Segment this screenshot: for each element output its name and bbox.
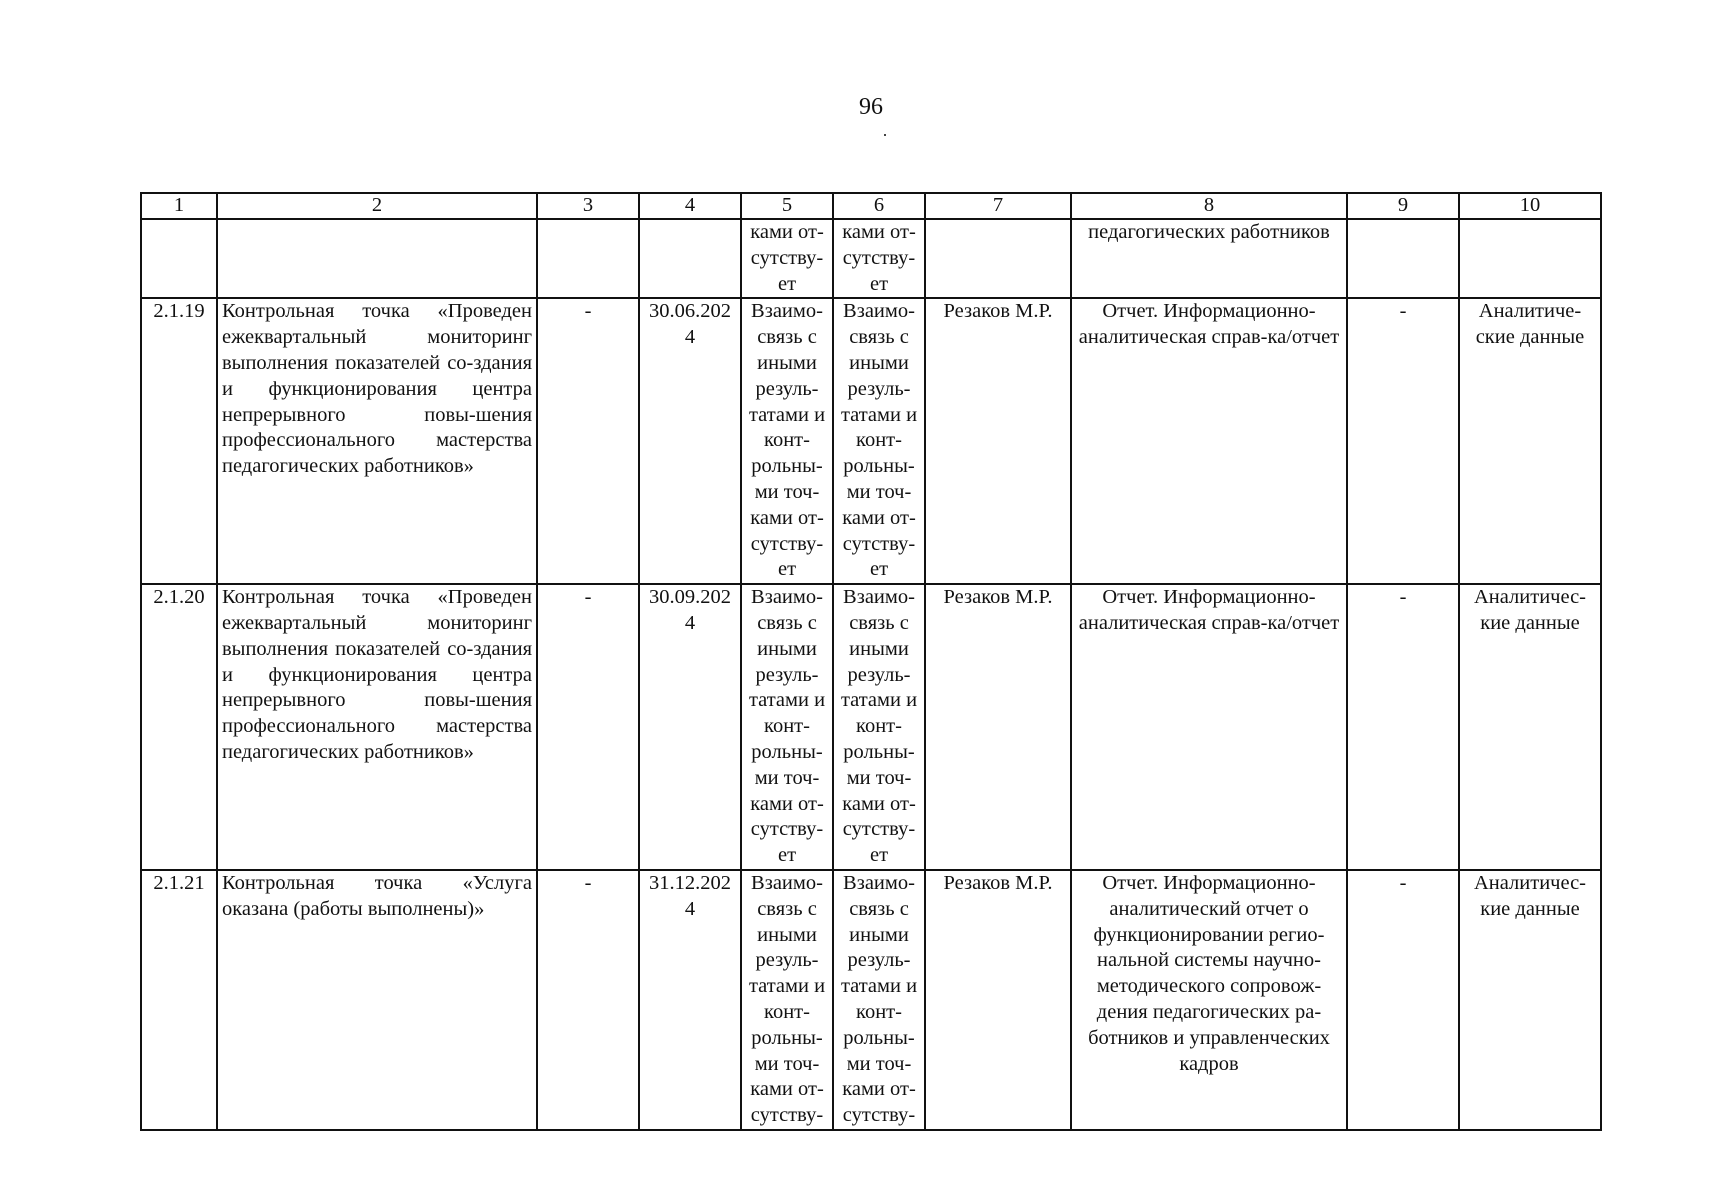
table-row [141,298,1601,584]
cell-linkage: Взаимо-связь с иными резуль-татами и конт-рольны-ми точ-ками от-сутству-ет [833,584,925,870]
cell-col3: - [537,584,639,870]
page-number: 96 [859,94,883,120]
scan-speck [884,134,886,136]
cell-date: 30.09.2024 [639,584,741,870]
cell-linkage: Взаимо-связь с иными резуль-татами и конт-рольны-ми точ-ками от-сутству-ет [833,298,925,584]
cell-name: Контрольная точка «Проведен ежеквартальный мониторинг выполнения показателей со-здания и функционирования центра непрерывного повы-шения профессионального мастерства педагогических работников» [217,584,537,870]
cell-empty [217,219,537,298]
cell-name: Контрольная точка «Проведен ежеквартальный мониторинг выполнения показателей со-здания и функционирования центра непрерывного повы-шения профессионального мастерства педагогических работников» [217,298,537,584]
cell-linkage: Взаимо-связь с иными резуль-татами и конт-рольны-ми точ-ками от-сутству- [833,870,925,1130]
cell-number: 2.1.21 [141,870,217,1130]
cell-empty [1347,219,1459,298]
cell-number: 2.1.19 [141,298,217,584]
cell-name: Контрольная точка «Услуга оказана (работы выполнены)» [217,870,537,1130]
cell-linkage: Взаимо-связь с иными резуль-татами и конт-рольны-ми точ-ками от-сутству- [741,870,833,1130]
column-header: 7 [925,193,1071,219]
cell-date: 30.06.2024 [639,298,741,584]
cell-source: Аналитичес-кие данные [1459,870,1601,1130]
column-header: 8 [1071,193,1347,219]
cell-col3: - [537,870,639,1130]
cell-date: 31.12.2024 [639,870,741,1130]
column-header: 10 [1459,193,1601,219]
cell-col9: - [1347,870,1459,1130]
table-header-row [141,193,1601,219]
cell-linkage: Взаимо-связь с иными резуль-татами и конт-рольны-ми точ-ками от-сутству-ет [741,584,833,870]
cell-col9: - [1347,584,1459,870]
cell-linkage: ками от-сутству-ет [741,219,833,298]
cell-source: Аналитиче-ские данные [1459,298,1601,584]
cell-empty [639,219,741,298]
table-row [141,870,1601,1130]
cell-empty [1459,219,1601,298]
plan-table [140,192,1602,1131]
cell-col3: - [537,298,639,584]
column-header: 4 [639,193,741,219]
cell-empty [925,219,1071,298]
column-header: 9 [1347,193,1459,219]
cell-result: Отчет. Информационно-аналитическая справ-ка/отчет [1071,584,1347,870]
cell-linkage: Взаимо-связь с иными резуль-татами и конт-рольны-ми точ-ками от-сутству-ет [741,298,833,584]
column-header: 1 [141,193,217,219]
cell-result: педагогических работников [1071,219,1347,298]
cell-col9: - [1347,298,1459,584]
cell-result: Отчет. Информационно-аналитическая справ-ка/отчет [1071,298,1347,584]
cell-responsible: Резаков М.Р. [925,870,1071,1130]
column-header: 5 [741,193,833,219]
cell-responsible: Резаков М.Р. [925,584,1071,870]
cell-linkage: ками от-сутству-ет [833,219,925,298]
column-header: 6 [833,193,925,219]
cell-number: 2.1.20 [141,584,217,870]
cell-source: Аналитичес-кие данные [1459,584,1601,870]
cell-empty [141,219,217,298]
column-header: 3 [537,193,639,219]
table-row-continuation [141,219,1601,298]
column-header: 2 [217,193,537,219]
cell-empty [537,219,639,298]
cell-result: Отчет. Информационно-аналитический отчет о функционировании регио-нальной системы научно-методического сопровож-дения педагогических ра-ботников и управленческих кадров [1071,870,1347,1130]
table-row [141,584,1601,870]
cell-responsible: Резаков М.Р. [925,298,1071,584]
